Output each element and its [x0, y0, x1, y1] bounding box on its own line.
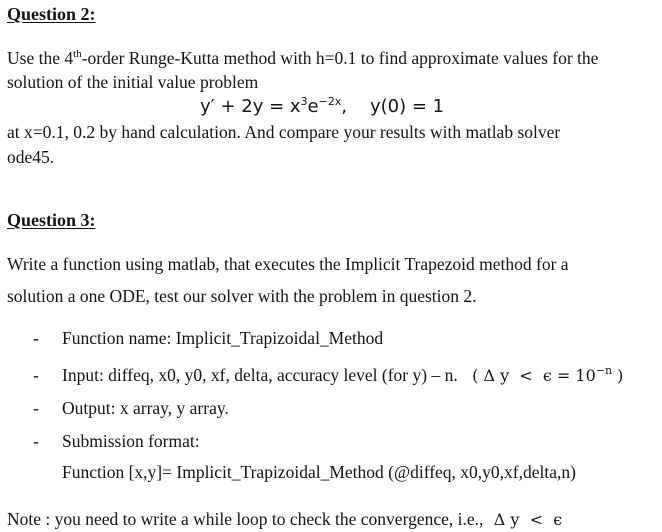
submission-example: Function [x,y]= Implicit_Trapizoidal_Method (@diffeq, x0,y0,xf,delta,n) [62, 462, 576, 482]
q2-line1-after: -order Runge-Kutta method with h=0.1 to find approximate values for the [81, 48, 599, 68]
bullet-marker: - [33, 431, 39, 451]
accuracy-math-after: ) [612, 366, 624, 385]
equation-exponent-2x: −2x [318, 95, 342, 108]
bullet-submission: Submission format: [62, 431, 200, 451]
convergence-note [7, 508, 562, 531]
equation-exponent-3: 3 [300, 95, 308, 108]
ivp-equation [200, 96, 444, 118]
equation-initial-condition: , y(0) = 1 [341, 96, 445, 117]
question-2-line-3: at x=0.1, 0.2 by hand calculation. And compare your results with matlab solver [7, 122, 561, 142]
q2-line1-before: Use the 4 [7, 48, 74, 68]
note-text: Note : you need to write a while loop to check the convergence, i.e., [7, 509, 484, 529]
note-math: Δ y < ϵ [493, 510, 563, 529]
bullet-function-name: Function name: Implicit_Trapizoidal_Method [62, 328, 384, 348]
bullet-input [62, 364, 623, 387]
question-3-line-2: solution a one ODE, test our solver with the problem in question 2. [7, 286, 477, 306]
question-2-line-4: ode45. [7, 147, 55, 167]
question-3-line-1: Write a function using matlab, that executes the Implicit Trapezoid method for a [7, 254, 569, 274]
question-2-line-2: solution of the initial value problem [7, 72, 259, 92]
bullet-output: Output: x array, y array. [62, 398, 229, 418]
bullet-marker: - [33, 365, 39, 385]
q2-line1-sup: th [73, 48, 82, 60]
equation-lhs: y′ + 2y = x [200, 96, 301, 117]
accuracy-exponent: −n [595, 364, 613, 377]
input-text: Input: diffeq, x0, y0, xf, delta, accuracy level (for y) – n. [62, 365, 458, 385]
bullet-marker: - [33, 328, 39, 348]
question-3-heading: Question 3: [7, 210, 96, 230]
bullet-marker: - [33, 398, 39, 418]
equation-e: e [307, 96, 319, 117]
accuracy-math-before: ( Δ y < ϵ = 10 [472, 366, 596, 385]
question-2-line-1 [7, 47, 598, 69]
accuracy-condition [472, 366, 623, 385]
question-2-heading: Question 2: [7, 4, 96, 24]
